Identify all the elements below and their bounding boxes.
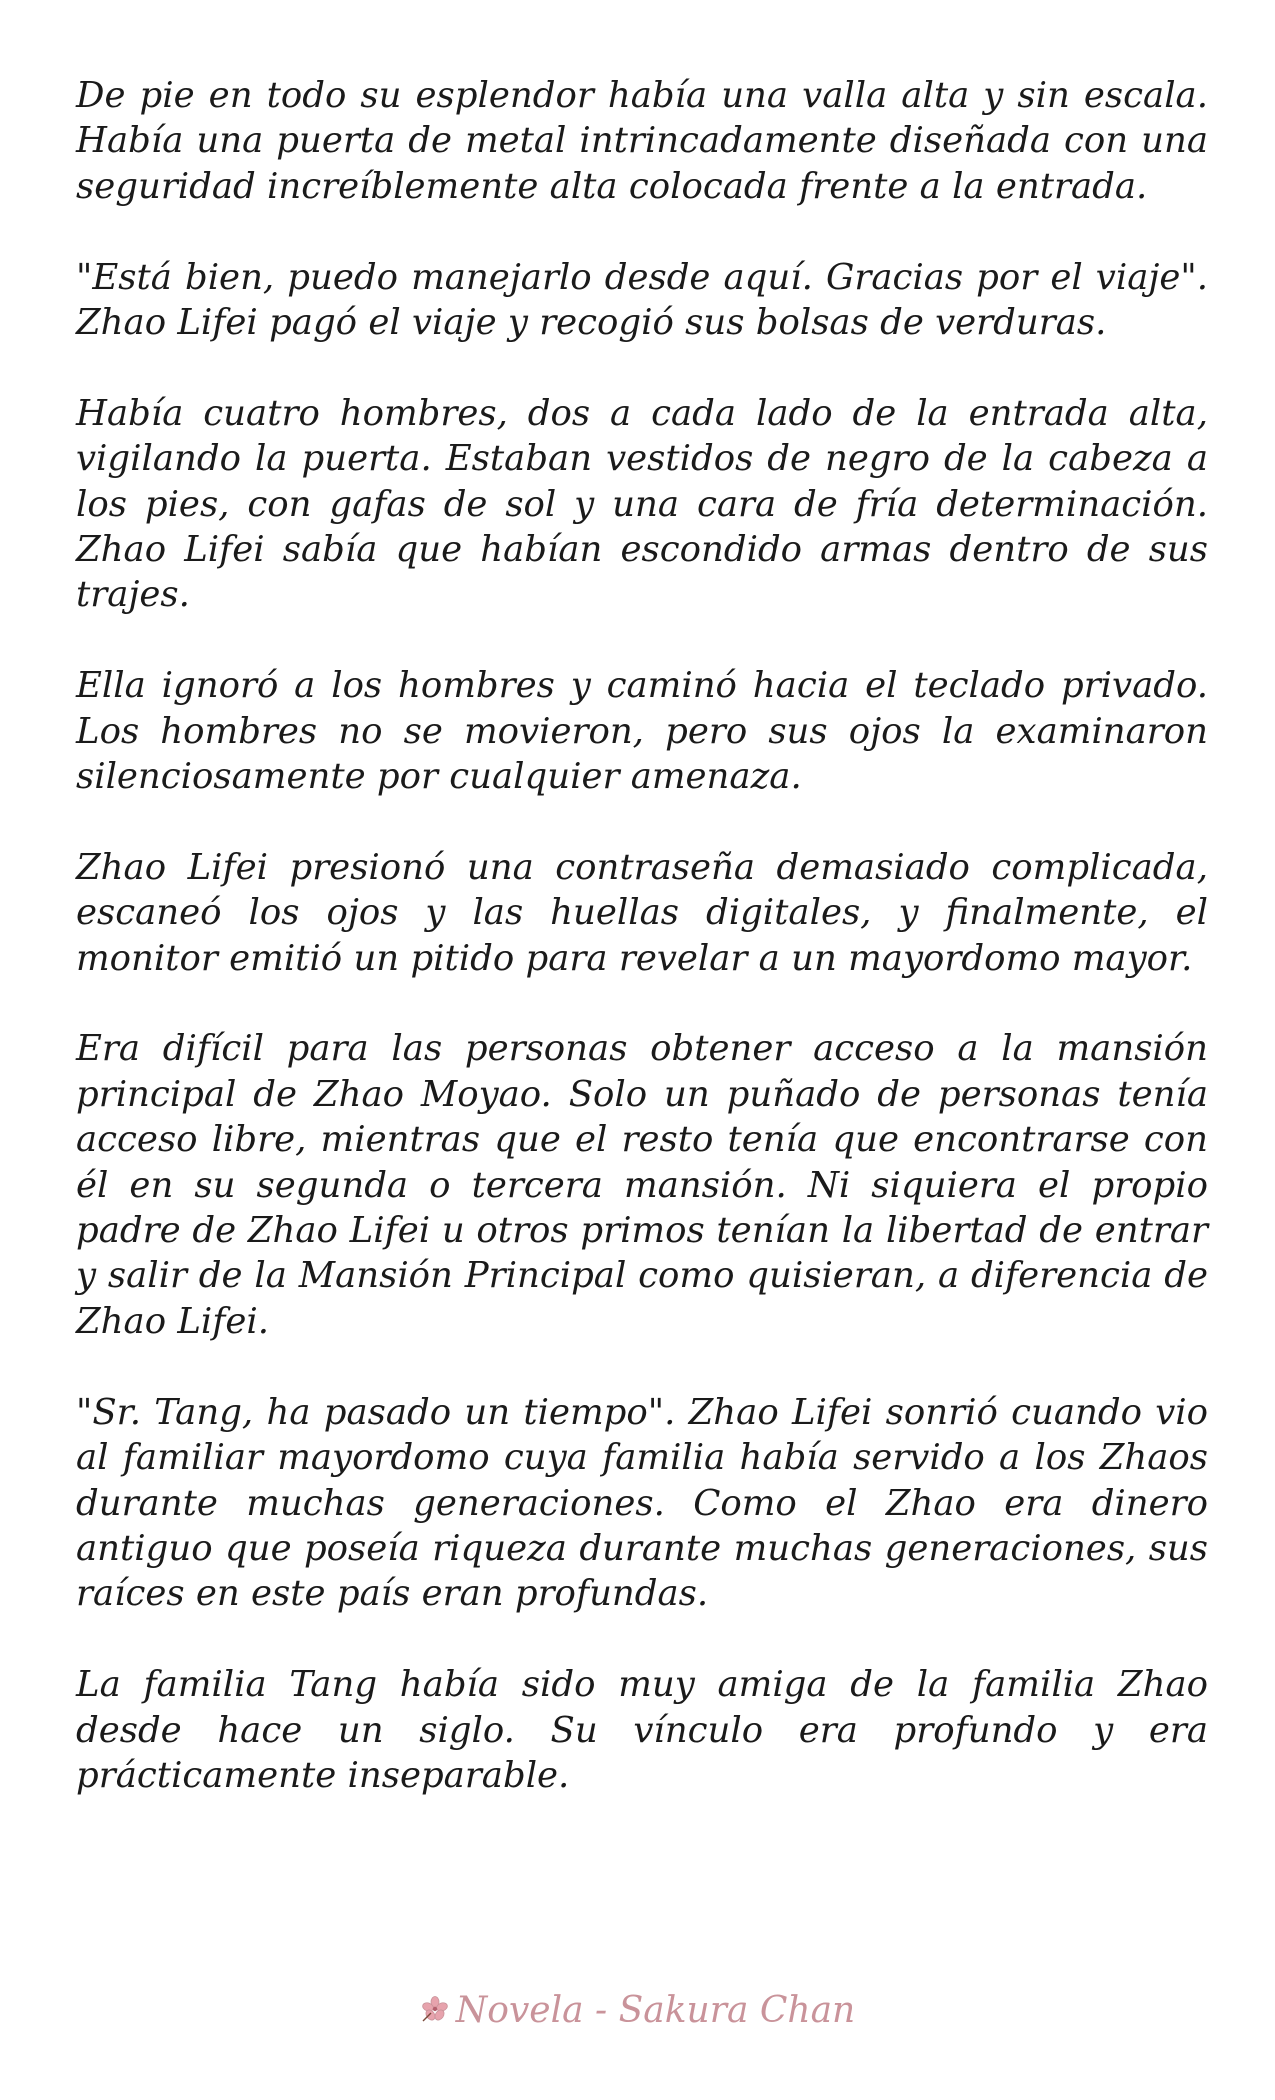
paragraph-2: "Está bien, puedo manejarlo desde aquí. Gracias por el viaje". Zhao Lifei pagó el viaje y recogió sus bolsas de verduras. bbox=[76, 256, 1208, 344]
watermark-text: Novela - Sakura Chan bbox=[455, 1990, 856, 2031]
paragraph-5: Zhao Lifei presionó una contraseña demasiado complicada, escaneó los ojos y las huellas digitales, y finalmente, el monitor emitió un pitido para revelar a un mayordomo mayor. bbox=[76, 846, 1208, 979]
watermark bbox=[0, 1986, 1275, 2036]
paragraph-7: "Sr. Tang, ha pasado un tiempo". Zhao Lifei sonrió cuando vio al familiar mayordomo cuya familia había servido a los Zhaos durante muchas generaciones. Como el Zhao era dinero antiguo que poseía riqueza durante muchas generaciones, sus raíces en este país eran profundas. bbox=[76, 1391, 1208, 1615]
paragraph-8: La familia Tang había sido muy amiga de la familia Zhao desde hace un siglo. Su vínculo era profundo y era prácticamente inseparable. bbox=[76, 1664, 1208, 1796]
document-body bbox=[76, 73, 1208, 1844]
cherry-blossom-icon bbox=[420, 1988, 450, 2018]
paragraph-1: De pie en todo su esplendor había una valla alta y sin escala. Había una puerta de metal intrincadamente diseñada con una seguridad increíblemente alta colocada frente a la entrada. bbox=[76, 75, 1208, 207]
paragraph-6: Era difícil para las personas obtener acceso a la mansión principal de Zhao Moyao. Solo un puñado de personas tenía acceso libre, mientras que el resto tenía que encontrarse con él en su segunda o tercera mansión. Ni siquiera el propio padre de Zhao Lifei u otros primos tenían la libertad de entrar y salir de la Mansión Principal como quisieran, a diferencia de Zhao Lifei. bbox=[76, 1028, 1208, 1342]
paragraph-3: Había cuatro hombres, dos a cada lado de la entrada alta, vigilando la puerta. Estaban vestidos de negro de la cabeza a los pies, con gafas de sol y una cara de fría determinación. Zhao Lifei sabía que habían escondido armas dentro de sus trajes. bbox=[76, 392, 1208, 616]
paragraph-4: Ella ignoró a los hombres y caminó hacia el teclado privado. Los hombres no se movieron, pero sus ojos la examinaron silenciosamente por cualquier amenaza. bbox=[76, 665, 1208, 798]
